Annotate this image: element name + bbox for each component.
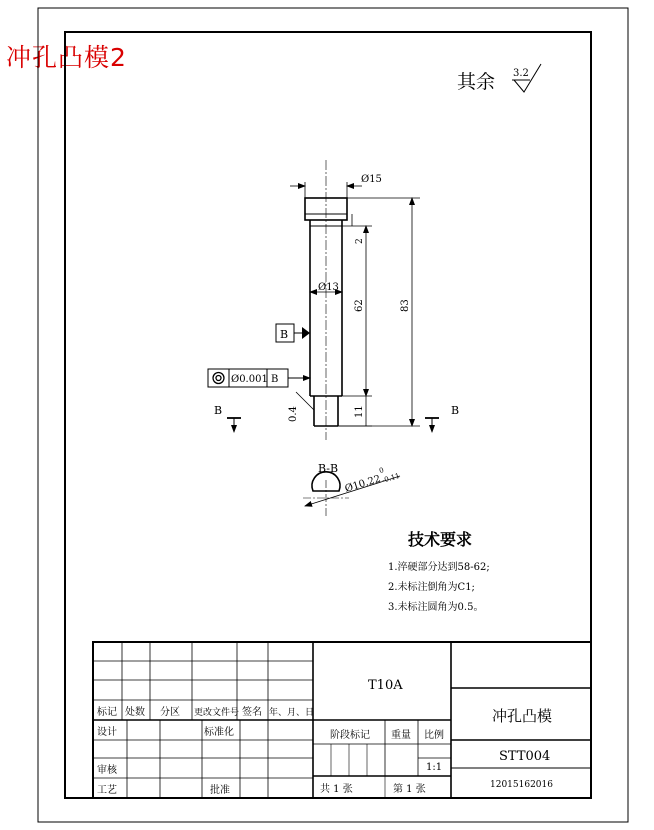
section-tol-upper: 0 bbox=[378, 466, 385, 476]
section-markers bbox=[227, 418, 439, 432]
tb-weight: 重量 bbox=[391, 730, 411, 741]
requirement-item-2: 2.未标注倒角为C1; bbox=[388, 582, 475, 593]
body-length-label: 62 bbox=[354, 299, 365, 312]
datum-triangle-icon bbox=[302, 327, 310, 339]
requirement-item-1: 1.淬硬部分达到58-62; bbox=[388, 562, 490, 573]
body-diameter-label: Ø13 bbox=[318, 282, 339, 293]
section-dimension bbox=[342, 462, 401, 496]
section-mark-right: B bbox=[451, 404, 460, 417]
tolerance-frame bbox=[208, 369, 310, 387]
total-length-label: 83 bbox=[400, 299, 411, 312]
tb-header-zone: 分区 bbox=[160, 707, 180, 718]
head-height-label: 2 bbox=[355, 238, 365, 244]
tb-approve: 批准 bbox=[210, 785, 230, 796]
section-dia-label: Ø10.22 bbox=[343, 473, 383, 495]
tip-length-label: 11 bbox=[354, 405, 365, 418]
tb-scale-label: 比例 bbox=[424, 730, 444, 741]
drawing-stamp: 冲孔凸模2 bbox=[6, 43, 127, 72]
roughness-note bbox=[457, 64, 541, 93]
tb-material: T10A bbox=[368, 678, 403, 693]
concentricity-icon bbox=[213, 373, 224, 384]
tb-header-date: 年、月、日 bbox=[269, 708, 315, 718]
requirement-item-3: 3.未标注圆角为0.5。 bbox=[388, 602, 484, 613]
tb-scale: 1:1 bbox=[426, 762, 443, 773]
datum-letter: B bbox=[280, 328, 289, 341]
tb-header-doc: 更改文件号 bbox=[194, 708, 240, 718]
datum-b bbox=[276, 324, 310, 342]
tb-sheet-no: 第 1 张 bbox=[393, 784, 426, 795]
tb-process: 工艺 bbox=[97, 785, 117, 796]
chamfer-label: 0.4 bbox=[288, 406, 299, 422]
tb-part-name: 冲孔凸模 bbox=[492, 707, 553, 725]
tolerance-datum: B bbox=[271, 374, 279, 385]
tb-header-count: 处数 bbox=[125, 707, 145, 718]
tb-drawing-no: STT004 bbox=[499, 749, 551, 764]
tb-student-no: 12015162016 bbox=[490, 780, 553, 790]
inner-frame bbox=[65, 32, 591, 798]
tb-total-sheets: 共 1 张 bbox=[320, 784, 353, 795]
tb-stage-mark: 阶段标记 bbox=[330, 730, 370, 741]
punch-part bbox=[305, 160, 347, 440]
roughness-label: 其余 bbox=[457, 71, 496, 93]
section-tol-lower: -0.11 bbox=[381, 471, 401, 485]
section-title: B-B bbox=[318, 462, 339, 475]
tb-standard: 标准化 bbox=[204, 727, 234, 738]
tb-header-sign: 签名 bbox=[242, 707, 262, 718]
head-diameter-label: Ø15 bbox=[361, 174, 382, 185]
tb-design: 设计 bbox=[97, 727, 117, 738]
section-mark-left: B bbox=[214, 404, 223, 417]
roughness-value: 3.2 bbox=[513, 68, 529, 79]
tolerance-value: Ø0.001 bbox=[231, 374, 268, 385]
requirements-title: 技术要求 bbox=[408, 530, 473, 549]
tb-review: 审核 bbox=[97, 765, 117, 776]
tb-header-mark: 标记 bbox=[97, 707, 117, 718]
